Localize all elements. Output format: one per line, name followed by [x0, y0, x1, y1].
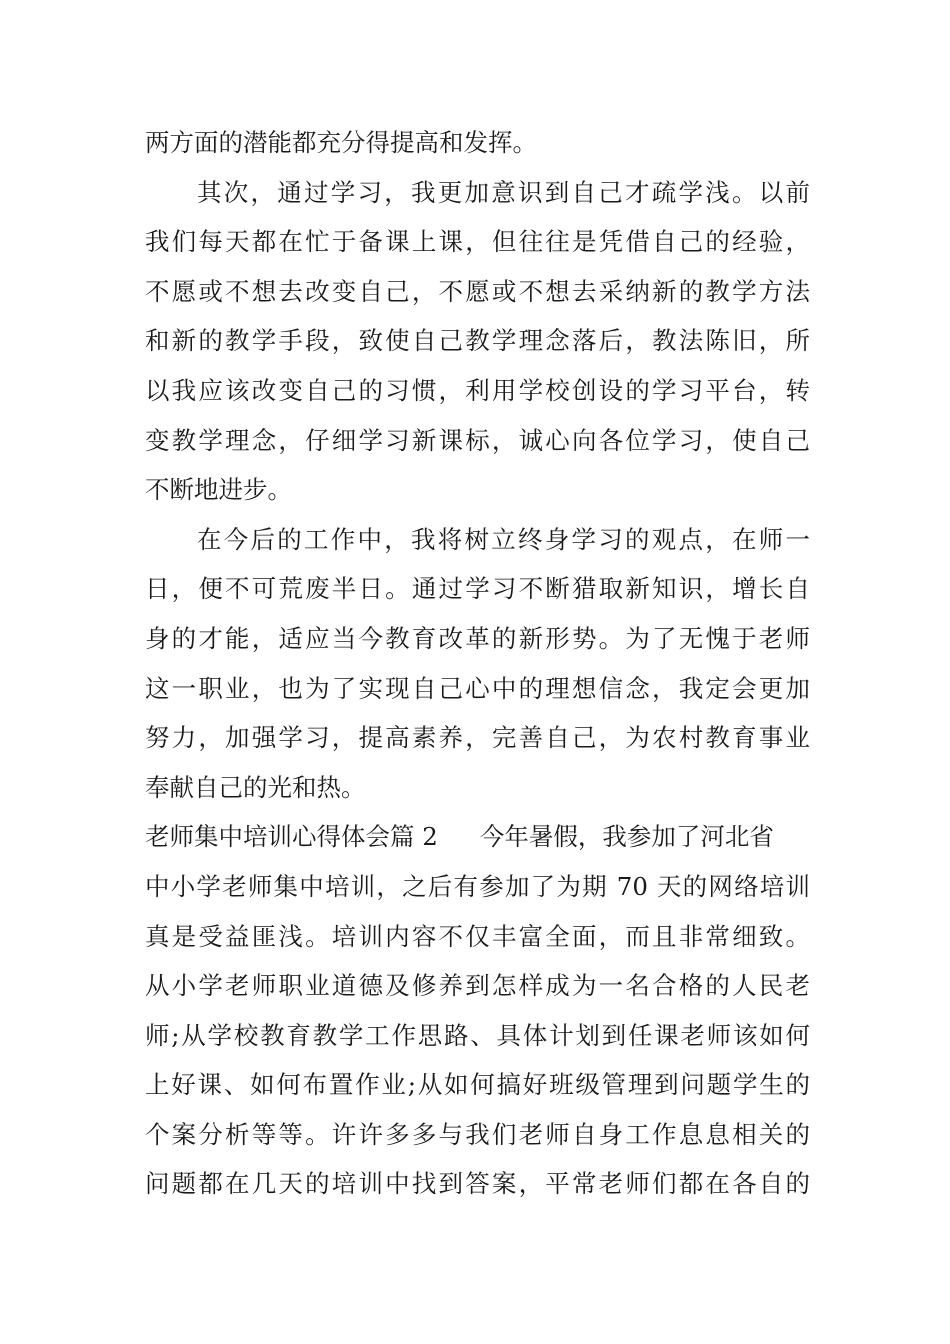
- text-line: 两方面的潜能都充分得提高和发挥。: [145, 128, 537, 157]
- text-line: 日，便不可荒废半日。通过学习不断猎取新知识，增长自: [145, 574, 810, 604]
- section-heading-line: [145, 812, 810, 862]
- text-line: 这一职业，也为了实现自己心中的理想信念，我定会更加: [145, 673, 810, 703]
- text-line: 我们每天都在忙于备课上课，但往往是凭借自己的经验，: [145, 227, 810, 257]
- text-line: 和新的教学手段，致使自己教学理念落后，教法陈旧，所: [145, 326, 810, 356]
- text-line: 变教学理念，仔细学习新课标，诚心向各位学习，使自己: [145, 425, 810, 455]
- text-line: 上好课、如何布置作业;从如何搞好班级管理到问题学生的: [145, 1070, 810, 1100]
- text-line: 问题都在几天的培训中找到答案，平常老师们都在各自的: [145, 1169, 810, 1199]
- text-line: 中小学老师集中培训，之后有参加了为期 70 天的网络培训: [145, 871, 810, 901]
- text-line: 不愿或不想去改变自己，不愿或不想去采纳新的教学方法: [145, 276, 810, 306]
- text-line: 师;从学校教育教学工作思路、具体计划到任课老师该如何: [145, 1020, 810, 1050]
- paragraph-start-line: 在今后的工作中，我将树立终身学习的观点，在师一: [197, 524, 810, 554]
- text-line: 真是受益匪浅。培训内容不仅丰富全面，而且非常细致。: [145, 921, 810, 951]
- section-first-text: 今年暑假，我参加了河北省: [479, 822, 774, 852]
- text-line: 不断地进步。: [145, 475, 292, 505]
- text-line: 奉献自己的光和热。: [145, 772, 366, 802]
- text-line: 努力，加强学习，提高素养，完善自己，为农村教育事业: [145, 723, 810, 753]
- text-line: 身的才能，适应当今教育改革的新形势。为了无愧于老师: [145, 623, 810, 653]
- text-line: 从小学老师职业道德及修养到怎样成为一名合格的人民老: [145, 971, 810, 1001]
- document-body: [145, 118, 810, 1209]
- text-line: 个案分析等等。许许多多与我们老师自身工作息息相关的: [145, 1119, 810, 1149]
- text-line: 以我应该改变自己的习惯，利用学校创设的学习平台，转: [145, 375, 810, 405]
- paragraph-start-line: 其次，通过学习，我更加意识到自己才疏学浅。以前: [197, 177, 810, 207]
- section-heading: 老师集中培训心得体会篇 2: [145, 822, 438, 852]
